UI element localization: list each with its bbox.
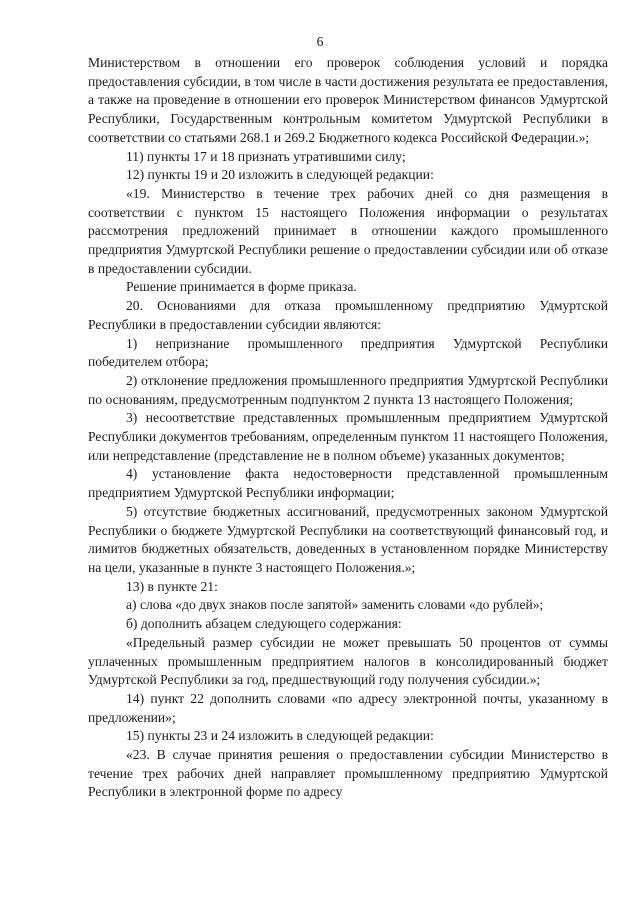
paragraph: 14) пункт 22 дополнить словами «по адресу электронной почты, указанному в предложении»; [88,690,608,725]
paragraph: 2) отклонение предложения промышленного предприятия Удмуртской Республики по основаниям, предусмотренным подпунктом 2 пункта 13 настоящего Положения; [88,372,608,407]
page-number: 6 [316,34,324,49]
paragraph: б) дополнить абзацем следующего содержания: [126,616,402,632]
paragraph: 5) отсутствие бюджетных ассигнований, предусмотренных законом Удмуртской Республики о бюджете Удмуртской Республики на соответствующий финансовый год, и лимитов бюджетных обязательств, доведенных в установленном порядке Министерству на цели, указанные в пункте 3 настоящего Положения.»; [88,503,608,575]
paragraph: 11) пункты 17 и 18 признать утратившими силу; [126,148,406,164]
paragraph: «23. В случае принятия решения о предоставлении субсидии Министерство в течение трех рабочих дней направляет промышленному предприятию Удмуртской Республики в электронной форме по адресу [88,747,608,800]
paragraph: 13) в пункте 21: [126,578,218,594]
paragraph: 12) пункты 19 и 20 изложить в следующей редакции: [126,167,434,183]
paragraph: 4) установление факта недостоверности представленной промышленным предприятием Удмуртской Республики информации; [88,466,608,501]
paragraph: Решение принимается в форме приказа. [126,279,357,295]
paragraph: «Предельный размер субсидии не может превышать 50 процентов от суммы уплаченных промышленным предприятием налогов в консолидированный бюджет Удмуртской Республики за год, предшествующий году получения субсидии.»; [88,634,608,688]
paragraph: «19. Министерство в течение трех рабочих дней со дня размещения в соответствии с пунктом 15 настоящего Положения информации о результатах рассмотрения предложений принимает в отношении каждого промышленного предприятия Удмуртской Республики решение о предоставлении субсидии или об отказе в предоставлении субсидии. [88,185,608,276]
paragraph: 20. Основаниями для отказа промышленному предприятию Удмуртской Республики в предоставлении субсидии являются: [88,298,608,332]
document-body [88,54,608,802]
paragraph: 1) непризнание промышленного предприятия Удмуртской Республики победителем отбора; [88,335,608,370]
paragraph: 15) пункты 23 и 24 изложить в следующей редакции: [126,728,434,744]
paragraph: 3) несоответствие представленных промышленным предприятием Удмуртской Республики документов требованиям, определенным пунктом 11 настоящего Положения, или непредставление (представление не в полном объеме) указанных документов; [88,410,608,463]
paragraph: а) слова «до двух знаков после запятой» заменить словами «до рублей»; [126,597,544,613]
paragraph: Министерством в отношении его проверок соблюдения условий и порядка предоставления субсидии, в том числе в части достижения результата ее предоставления, а также на проведение в отношении его проверок Министерством финансов Удмуртской Республики, Государственным контрольным комитетом Удмуртской Республики в соответствии со статьями 268.1 и 269.2 Бюджетного кодекса Российской Федерации.»; [88,55,608,145]
